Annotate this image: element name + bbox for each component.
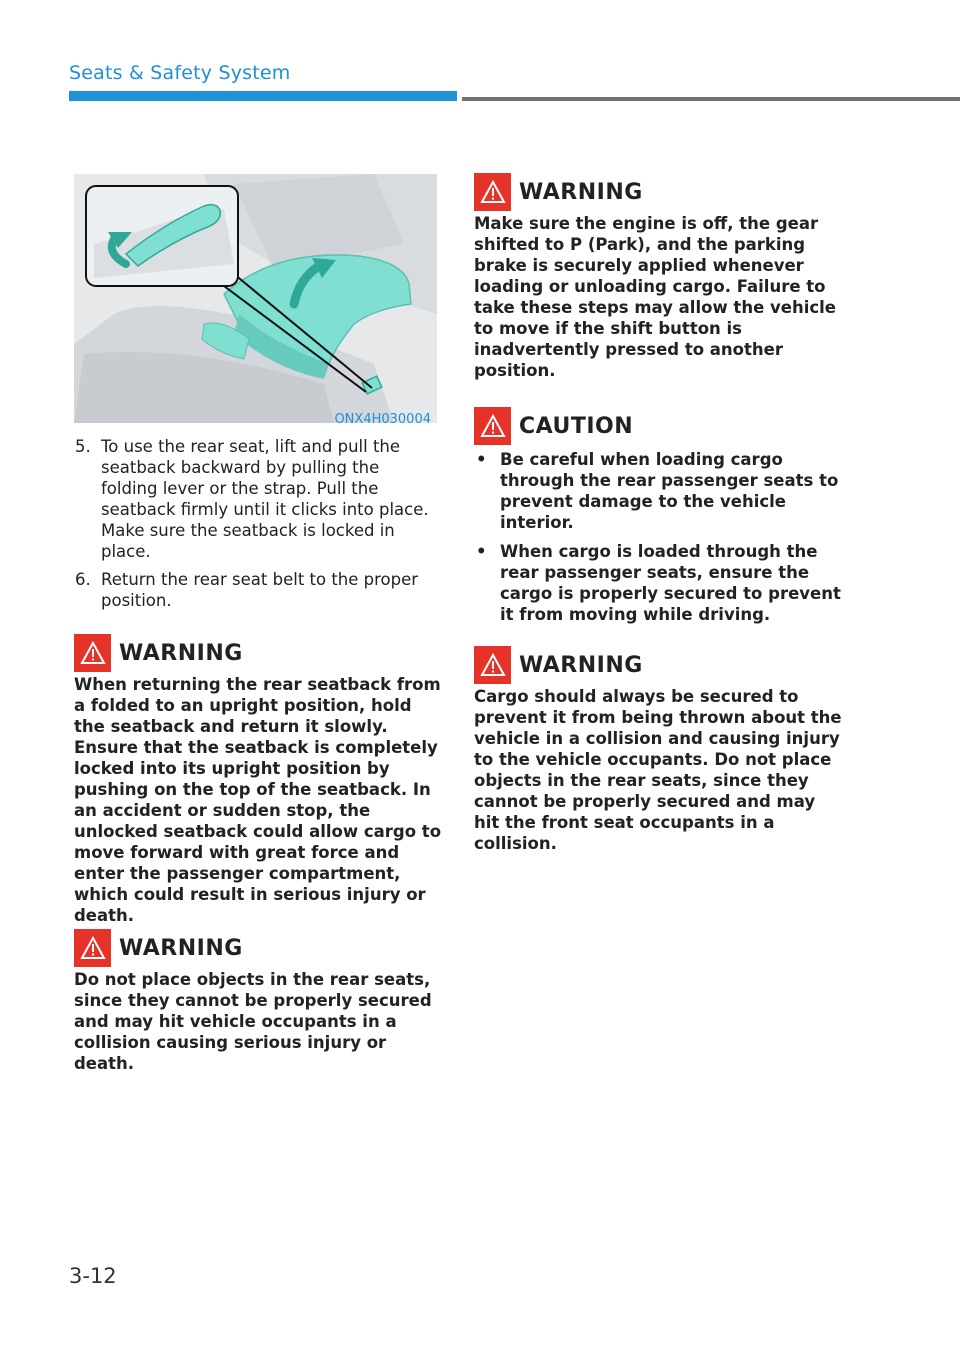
bullet-text: Be careful when loading cargo through the rear passenger seats to prevent damage to the vehicle interior. [500,450,839,532]
warning-cargo-secured [474,646,844,854]
note-title: WARNING [519,179,643,205]
step-number: 6. [75,570,91,589]
header-rule-gray [462,97,960,101]
bullet-icon: • [476,542,487,561]
step-text: To use the rear seat, lift and pull the seatback backward by pulling the folding lever or the strap. Pull the seatback firmly until it clicks into place. Make sure the seatback is locked in place. [101,437,429,561]
warning-engine-off [474,173,844,381]
caution-triangle-icon [474,407,511,445]
warning-triangle-icon [74,634,111,672]
note-header [74,929,444,967]
warning-triangle-icon [474,173,511,211]
bullet-icon: • [476,450,487,469]
warning-triangle-icon [474,646,511,684]
note-body: Cargo should always be secured to prevent it from being thrown about the vehicle in a collision and causing injury to the vehicle occupants. Do not place objects in the rear seats, since they cannot be properly secured and may hit the front seat occupants in a collision. [474,687,842,853]
note-title: WARNING [119,640,243,666]
warning-objects-rear-seats [74,929,444,1074]
note-header [474,173,844,211]
step-item [75,436,440,562]
list-item [474,541,844,625]
page-number: 3-12 [69,1264,117,1288]
note-header [74,634,444,672]
caution-bullet-list [474,449,844,625]
figure-code: ONX4H030004 [334,412,431,427]
warning-triangle-icon [74,929,111,967]
note-title: CAUTION [519,413,634,439]
header-rule-blue [69,91,457,101]
section-title: Seats & Safety System [69,62,291,84]
note-body: Make sure the engine is off, the gear shifted to P (Park), and the parking brake is securely applied whenever loading or unloading cargo. Failure to take these steps may allow the vehicle to move if the shift button is inadvertently pressed to another position. [474,214,836,380]
bullet-text: When cargo is loaded through the rear passenger seats, ensure the cargo is properly secured to prevent it from moving while driving. [500,542,841,624]
step-item [75,569,440,611]
step-text: Return the rear seat belt to the proper position. [101,570,419,610]
caution-loading-cargo [474,407,844,633]
note-body: When returning the rear seatback from a folded to an upright position, hold the seatback and return it slowly. Ensure that the seatback is completely locked into its upright position by pushing on the top of the seatback. In an accident or sudden stop, the unlocked seatback could allow cargo to move forward with great force and enter the passenger compartment, which could result in serious injury or death. [74,675,442,925]
note-title: WARNING [519,652,643,678]
list-item [474,449,844,533]
note-title: WARNING [119,935,243,961]
seat-illustration [74,174,437,423]
note-header [474,646,844,684]
warning-returning-seatback [74,634,444,926]
step-number: 5. [75,437,91,456]
instruction-steps [75,436,440,618]
note-header [474,407,844,445]
note-body: Do not place objects in the rear seats, since they cannot be properly secured and may hit vehicle occupants in a collision causing serious injury or death. [74,970,432,1073]
